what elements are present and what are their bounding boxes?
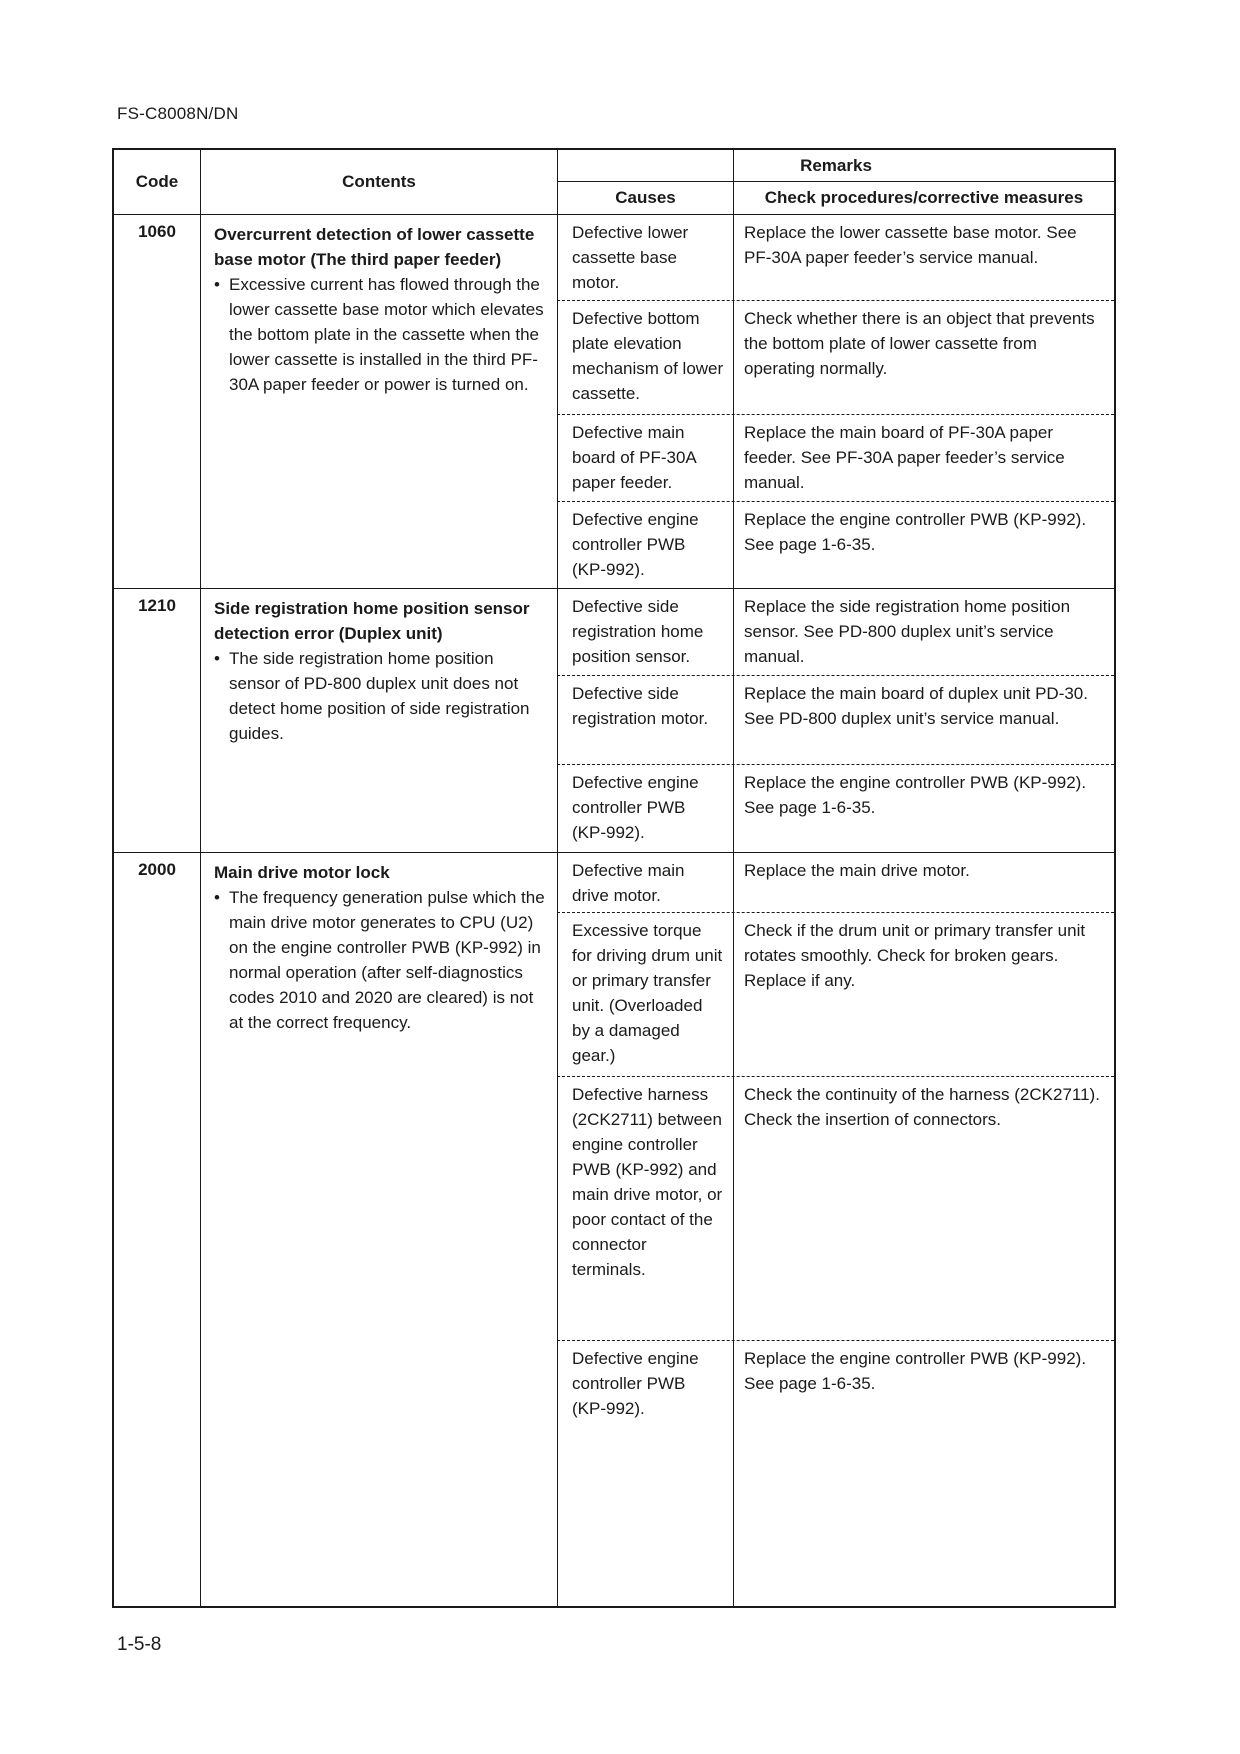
header-causes: Causes <box>615 188 676 207</box>
measure-text: Replace the side registration home position sensor. See PD-800 duplex unit’s service manual. <box>744 597 1071 666</box>
cause-text: Defective engine controller PWB (KP-992). <box>572 1349 699 1418</box>
measure-text: Replace the main drive motor. <box>744 861 970 880</box>
header-contents: Contents <box>342 172 416 191</box>
error-title: Overcurrent detection of lower cassette base motor (The third paper feeder) <box>214 225 535 269</box>
remark-item <box>557 301 1114 415</box>
error-title: Main drive motor lock <box>214 863 390 882</box>
cause-text: Defective lower cassette base motor. <box>572 223 689 292</box>
remark-item <box>557 765 1114 852</box>
remark-item <box>557 913 1114 1077</box>
error-contents <box>214 222 549 397</box>
remark-item <box>557 589 1114 676</box>
error-description: • The side registration home position sensor of PD-800 duplex unit does not detect home position of side registration guides. <box>214 646 549 746</box>
measure-text: Replace the engine controller PWB (KP-992). See page 1-6-35. <box>744 773 1087 817</box>
error-code: 1210 <box>138 596 176 615</box>
header-measures: Check procedures/corrective measures <box>764 188 1084 207</box>
measure-text: Replace the engine controller PWB (KP-992). See page 1-6-35. <box>744 510 1087 554</box>
header-code: Code <box>135 172 179 191</box>
error-code-table <box>112 148 1116 1608</box>
cause-text: Defective harness (2CK2711) between engine controller PWB (KP-992) and main drive motor, or poor contact of the connector terminals. <box>572 1085 723 1279</box>
measure-text: Replace the engine controller PWB (KP-992). See page 1-6-35. <box>744 1349 1087 1393</box>
measure-text: Replace the lower cassette base motor. See PF-30A paper feeder’s service manual. <box>744 223 1077 267</box>
remark-item <box>557 853 1114 913</box>
cause-text: Excessive torque for driving drum unit or primary transfer unit. (Overloaded by a damaged gear.) <box>572 921 723 1065</box>
cause-text: Defective main drive motor. <box>572 861 685 905</box>
table-row-1060 <box>114 215 1114 589</box>
cause-text: Defective side registration motor. <box>572 684 709 728</box>
remark-item <box>557 676 1114 765</box>
measure-text: Replace the main board of duplex unit PD-30. See PD-800 duplex unit’s service manual. <box>744 684 1088 728</box>
page-number: 1-5-8 <box>117 1634 162 1655</box>
cause-text: Defective engine controller PWB (KP-992). <box>572 773 699 842</box>
cause-text: Defective main board of PF-30A paper feeder. <box>572 423 696 492</box>
error-description: • The frequency generation pulse which the main drive motor generates to CPU (U2) on the engine controller PWB (KP-992) in normal operation (after self-diagnostics codes 2010 and 2020 are cleared) is not at the correct frequency. <box>214 885 549 1035</box>
remark-item <box>557 215 1114 301</box>
measure-text: Check the continuity of the harness (2CK2711). Check the insertion of connectors. <box>744 1085 1100 1129</box>
cause-text: Defective engine controller PWB (KP-992). <box>572 510 699 579</box>
cause-text: Defective bottom plate elevation mechanism of lower cassette. <box>572 309 724 403</box>
error-code: 1060 <box>138 222 176 241</box>
measure-text: Check whether there is an object that prevents the bottom plate of lower cassette from operating normally. <box>744 309 1095 378</box>
measure-text: Check if the drum unit or primary transfer unit rotates smoothly. Check for broken gears. Replace if any. <box>744 921 1086 990</box>
header-remarks: Remarks <box>800 155 872 175</box>
error-title: Side registration home position sensor detection error (Duplex unit) <box>214 599 530 643</box>
remark-item <box>557 502 1114 588</box>
measure-text: Replace the main board of PF-30A paper feeder. See PF-30A paper feeder’s service manual. <box>744 423 1065 492</box>
error-code: 2000 <box>138 860 176 879</box>
error-description: • Excessive current has flowed through the lower cassette base motor which elevates the bottom plate in the cassette when the lower cassette is installed in the third PF-30A paper feeder or power is turned on. <box>214 272 549 397</box>
remark-item <box>557 1341 1114 1608</box>
remark-item <box>557 1077 1114 1341</box>
table-row-2000 <box>114 853 1114 1608</box>
cause-text: Defective side registration home position sensor. <box>572 597 704 666</box>
page-header: FS-C8008N/DN <box>117 104 239 123</box>
error-contents <box>214 860 549 1035</box>
remark-item <box>557 415 1114 502</box>
error-contents <box>214 596 549 746</box>
table-header <box>114 150 1114 215</box>
table-row-1210 <box>114 589 1114 853</box>
